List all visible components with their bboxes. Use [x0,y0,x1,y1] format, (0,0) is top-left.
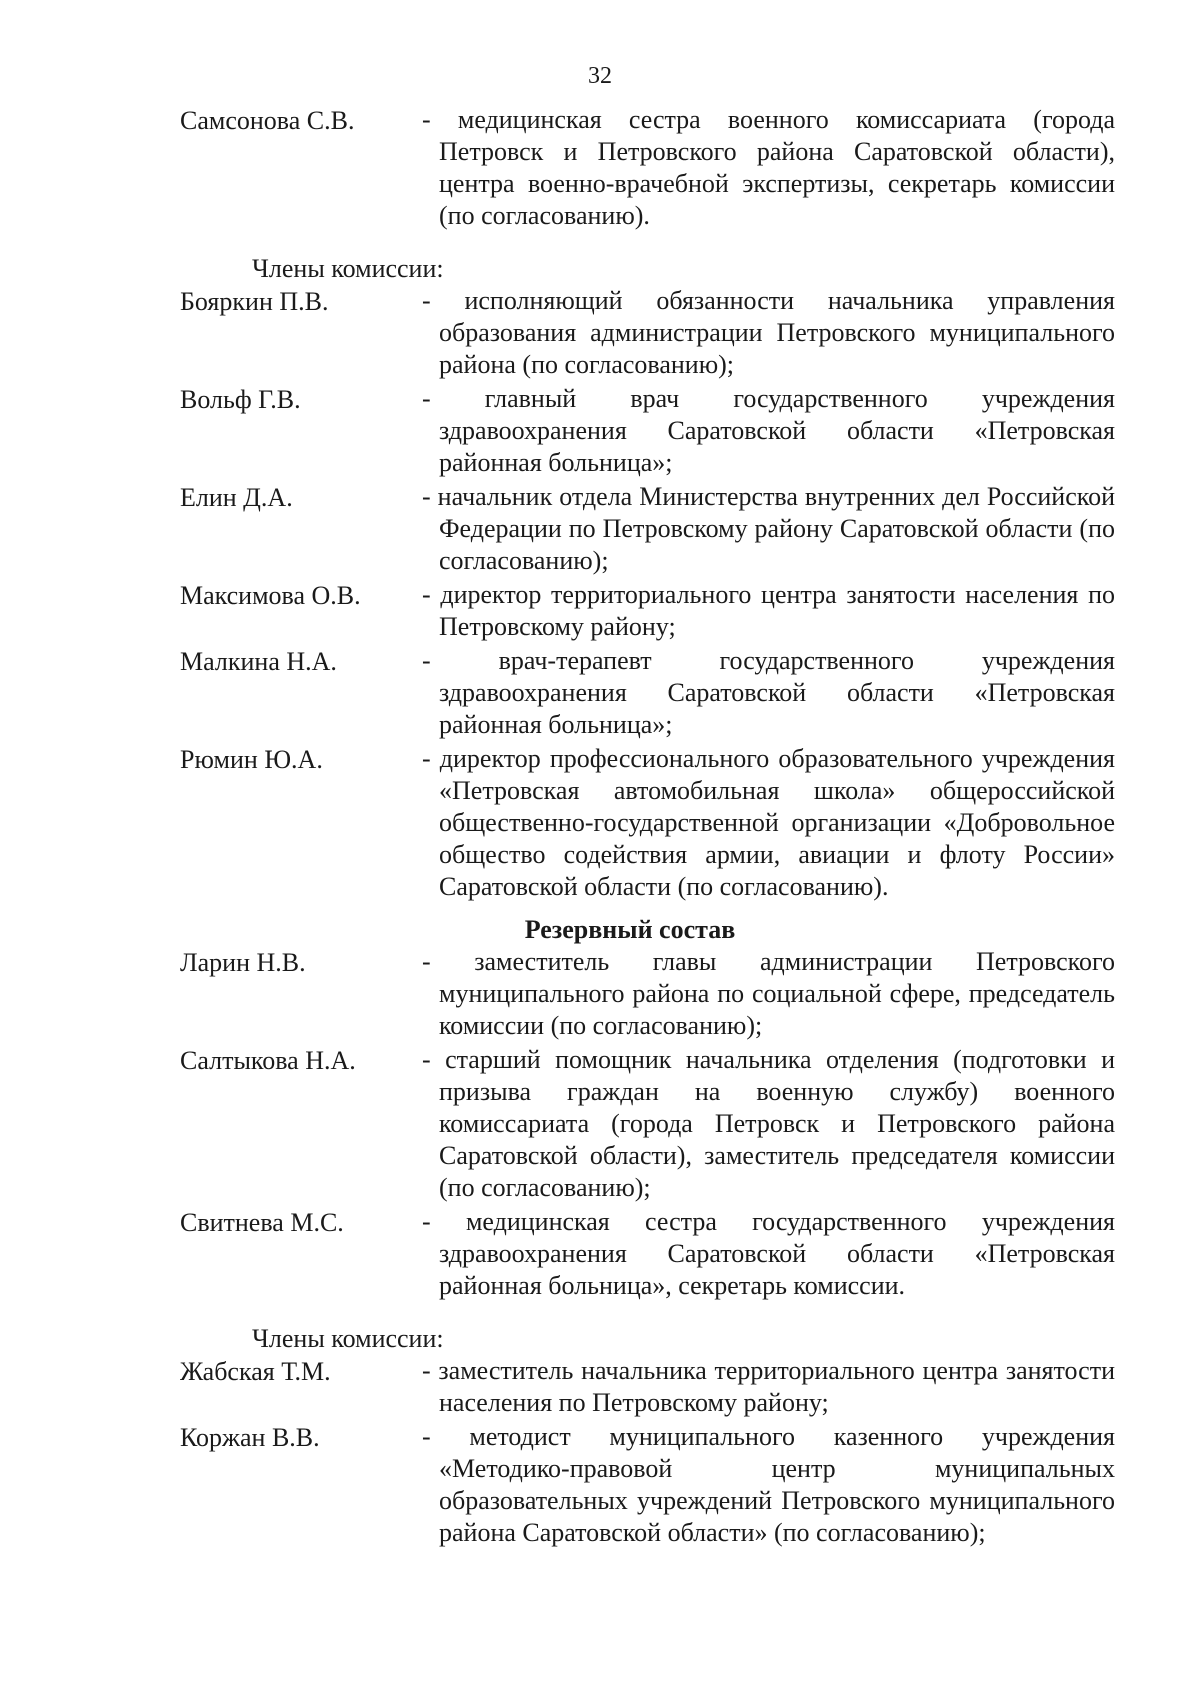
member-entry [180,481,1115,577]
member-entry [180,743,1115,903]
document-body [0,104,1200,1549]
entry-description: - директор профессионального образовательного учреждения «Петровская автомобильная школа» общероссийской общественно-государственной организации «Добровольное общество содействия армии, авиации и флоту России» Саратовской области (по согласованию). [422,744,1115,901]
members-heading: Члены комиссии: [252,254,444,283]
entry-name: Елин Д.А. [180,483,293,512]
member-entry [180,645,1115,741]
entry-description: - врач-терапевт государственного учреждения здравоохранения Саратовской области «Петровская районная больница»; [422,646,1115,739]
entry-name: Малкина Н.А. [180,647,337,676]
entry-name: Максимова О.В. [180,581,361,610]
reserve-member-entry [180,1355,1115,1419]
entry-description: - заместитель начальника территориального центра занятости населения по Петровскому району; [422,1356,1115,1417]
member-entry [180,383,1115,479]
reserve-leader-entry [180,946,1115,1042]
reserve-member-entry [180,1421,1115,1549]
entry-name: Ларин Н.В. [180,948,306,977]
entry-name: Свитнева М.С. [180,1208,344,1237]
page-number: 32 [588,63,612,89]
reserve-section-title: Резервный состав [524,915,736,944]
entry-description: - директор территориального центра занятости населения по Петровскому району; [422,580,1115,641]
member-entry [180,285,1115,381]
entry-description: - медицинская сестра военного комиссариата (города Петровск и Петровского района Саратовской области), центра военно-врачебной экспертизы, секретарь комиссии (по согласованию). [422,105,1115,230]
entry-description: - главный врач государственного учреждения здравоохранения Саратовской области «Петровская районная больница»; [422,384,1115,477]
entry-name: Бояркин П.В. [180,287,329,316]
entry-description: - исполняющий обязанности начальника управления образования администрации Петровского муниципального района (по согласованию); [422,286,1115,379]
entry-description: - методист муниципального казенного учреждения «Методико-правовой центр муниципальных образовательных учреждений Петровского муниципального района Саратовской области» (по согласованию); [422,1422,1115,1547]
reserve-members-heading: Члены комиссии: [252,1324,444,1353]
entry-secretary [180,104,1115,232]
entry-description: - заместитель главы администрации Петровского муниципального района по социальной сфере, председатель комиссии (по согласованию); [422,947,1115,1040]
entry-name: Коржан В.В. [180,1423,320,1452]
member-entry [180,579,1115,643]
reserve-leader-entry [180,1206,1115,1302]
entry-name: Вольф Г.В. [180,385,301,414]
entry-name: Салтыкова Н.А. [180,1046,356,1075]
entry-description: - медицинская сестра государственного учреждения здравоохранения Саратовской области «Петровская районная больница», секретарь комиссии. [422,1207,1115,1300]
entry-description: - начальник отдела Министерства внутренних дел Российской Федерации по Петровскому району Саратовской области (по согласованию); [422,482,1115,575]
entry-name: Жабская Т.М. [180,1357,331,1386]
entry-name: Самсонова С.В. [180,106,355,135]
reserve-leader-entry [180,1044,1115,1204]
entry-name: Рюмин Ю.А. [180,745,323,774]
entry-description: - старший помощник начальника отделения (подготовки и призыва граждан на военную службу) военного комиссариата (города Петровск и Петровского района Саратовской области), заместитель председателя комиссии (по согласованию); [422,1045,1115,1202]
